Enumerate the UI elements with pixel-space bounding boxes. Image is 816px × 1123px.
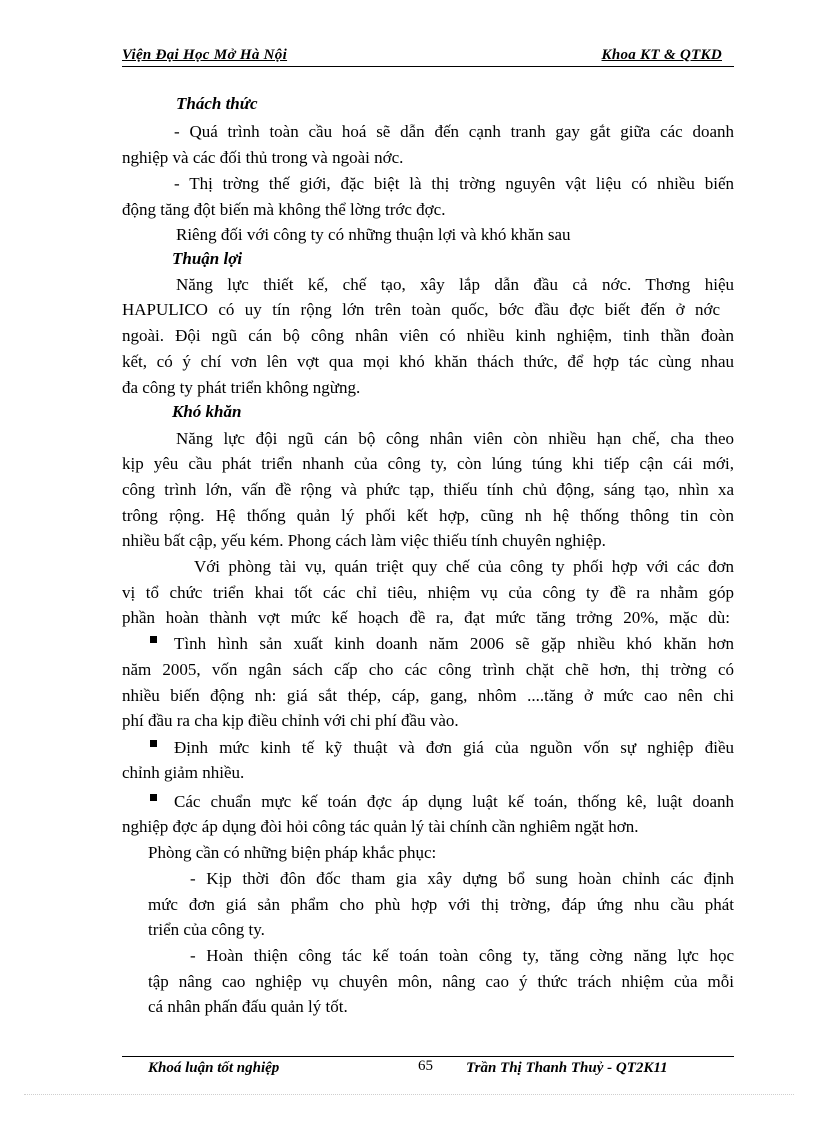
paragraph-line: kết, có ý chí vơn lên vợt qua mọi khó khăn thách thức, để hợp tác cùng nhau — [122, 352, 734, 371]
list-item-line: năm 2005, vốn ngân sách cấp cho các công trình chặt chẽ hơn, thị trờng có — [122, 660, 734, 679]
paragraph-line: trông rộng. Hệ thống quản lý phối kết hợp, cũng nh hệ thống thông tin còn — [122, 506, 734, 525]
paragraph-line: HAPULICO có uy tín rộng lớn trên toàn quốc, bớc đầu đợc biết đến ở nớc — [122, 300, 720, 319]
list-item-line: tập nâng cao nghiệp vụ chuyên môn, nâng cao ý thức trách nhiệm của mỗi — [148, 972, 734, 991]
paragraph-line: đa công ty phát triển không ngừng. — [122, 378, 361, 397]
footer-thesis-label: Khoá luận tốt nghiệp — [148, 1060, 280, 1076]
bullet-square-icon — [150, 636, 157, 643]
paragraph-line: nghiệp và các đối thủ trong và ngoài nớc. — [122, 148, 404, 167]
list-item-line: Tình hình sản xuất kinh doanh năm 2006 sẽ gặp nhiều khó khăn hơn — [174, 634, 734, 653]
list-item-line: Định mức kinh tế kỹ thuật và đơn giá của nguồn vốn sự nghiệp điều — [174, 738, 734, 757]
paragraph-line: vị tổ chức triển khai tốt các chỉ tiêu, nhiệm vụ của công ty đề ra nhằm góp — [122, 583, 734, 602]
list-item-line: mức đơn giá sản phẩm cho phù hợp với thị trờng, đáp ứng nhu cầu phát — [148, 895, 734, 914]
paragraph-line: Năng lực đội ngũ cán bộ công nhân viên còn nhiều hạn chế, cha theo — [176, 429, 734, 448]
paragraph-line: ngoài. Đội ngũ cán bộ công nhân viên có nhiều kinh nghiệm, tinh thần đoàn — [122, 326, 734, 345]
list-item-line: nghiệp đợc áp dụng đòi hỏi công tác quản lý tài chính cần nghiêm ngặt hơn. — [122, 817, 639, 836]
challenges-heading: Thách thức — [176, 94, 258, 113]
paragraph-line: Năng lực thiết kế, chế tạo, xây lắp dẫn đầu cả nớc. Thơng hiệu — [176, 275, 734, 294]
footer-author: Trần Thị Thanh Thuỷ - QT2K11 — [466, 1060, 668, 1076]
list-item-line: - Kịp thời đôn đốc tham gia xây dựng bổ sung hoàn chỉnh các định — [190, 869, 734, 888]
company-intro: Riêng đối với công ty có những thuận lợi và khó khăn sau — [176, 225, 571, 244]
paragraph-line: động tăng đột biến mà không thể lờng trớc đợc. — [122, 200, 446, 219]
paragraph-line: kịp yêu cầu phát triển nhanh của công ty, còn lúng túng khi tiếp cận cái mới, — [122, 454, 734, 473]
header-faculty: Khoa KT & QTKD — [601, 47, 722, 63]
paragraph-line: - Quá trình toàn cầu hoá sẽ dẫn đến cạnh tranh gay gắt giữa các doanh — [174, 122, 734, 141]
list-item-line: triển của công ty. — [148, 920, 265, 939]
advantages-heading: Thuận lợi — [172, 249, 243, 268]
page-header — [122, 44, 734, 67]
bullet-square-icon — [150, 794, 157, 801]
list-item-line: cá nhân phấn đấu quản lý tốt. — [148, 997, 348, 1016]
list-item-line: - Hoàn thiện công tác kế toán toàn công ty, tăng cờng năng lực học — [190, 946, 734, 965]
list-item-line: Các chuẩn mực kế toán đợc áp dụng luật kế toán, thống kê, luật doanh — [174, 792, 734, 811]
bullet-square-icon — [150, 740, 157, 747]
header-institution: Viện Đại Học Mở Hà Nội — [122, 47, 288, 63]
paragraph-line: công trình lớn, vấn đề rộng và phức tạp, thiếu tính chủ động, sáng tạo, nhìn xa — [122, 480, 734, 499]
difficulties-heading: Khó khăn — [172, 402, 242, 421]
measures-intro: Phòng cần có những biện pháp khắc phục: — [148, 843, 437, 862]
page-bottom-border — [24, 1094, 794, 1095]
page-number: 65 — [418, 1058, 433, 1074]
paragraph-line: - Thị trờng thế giới, đặc biệt là thị trờng nguyên vật liệu có nhiều biến — [174, 174, 734, 193]
list-item-line: chỉnh giảm nhiều. — [122, 763, 245, 782]
paragraph-line: phần hoàn thành vợt mức kế hoạch đề ra, đạt mức tăng trởng 20%, mặc dù: — [122, 608, 730, 627]
paragraph-line: Với phòng tài vụ, quán triệt quy chế của công ty phối hợp với các đơn — [194, 557, 734, 576]
list-item-line: phí đầu ra cha kịp điều chỉnh với chi phí đầu vào. — [122, 711, 459, 730]
list-item-line: nhiều biến động nh: giá sắt thép, cáp, gang, nhôm ....tăng ở mức cao nên chi — [122, 686, 734, 705]
paragraph-line: nhiều bất cập, yếu kém. Phong cách làm việc thiếu tính chuyên nghiệp. — [122, 531, 606, 550]
footer-rule — [122, 1056, 734, 1057]
